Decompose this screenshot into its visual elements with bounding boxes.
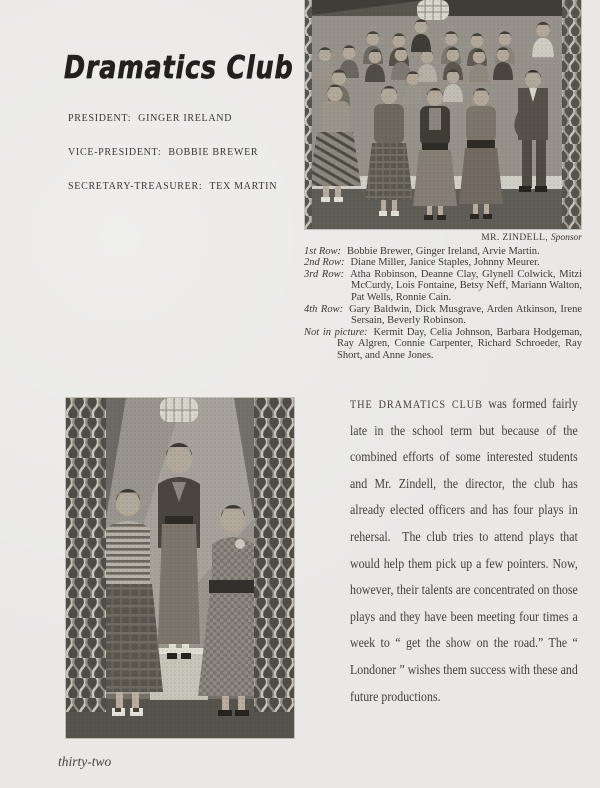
sponsor-name: MR. ZINDELL, — [481, 233, 549, 243]
row-label: Not in picture: — [304, 326, 368, 338]
officer-role: PRESIDENT: — [68, 113, 132, 124]
actresses-photo — [66, 398, 294, 738]
article-lead: THE DRAMATICS CLUB — [350, 397, 483, 411]
caption-row-1 — [304, 246, 582, 258]
officer-role: VICE-PRESIDENT: — [68, 147, 162, 158]
officers-list — [68, 113, 298, 215]
group-photo — [305, 0, 581, 229]
article-body: was formed fairly late in the school term but because of the combined efforts of some interested students and Mr. Zindell, the director, the club has already elected officers and has four plays in rehersal. The club tries to attend plays that would help them pick up a few pointers. Now, however, their talents are concentrated on those plays and they have been meeting four times a week to “ get the show on the road.” The “ Londoner ” wishes them success with these and future productions. — [350, 397, 578, 705]
officer-name: BOBBIE BREWER — [168, 147, 259, 158]
officer-vice-president — [68, 147, 298, 181]
photo-caption — [304, 233, 582, 362]
page-title: Dramatics Club — [64, 50, 294, 86]
row-label: 2nd Row: — [304, 257, 345, 269]
officer-name: TEX MARTIN — [209, 181, 278, 192]
sponsor-line — [304, 233, 582, 245]
caption-row-4 — [304, 304, 582, 327]
caption-row-2 — [304, 257, 582, 269]
row-names: Atha Robinson, Deanne Clay, Glynell Colwick, Mitzi McCurdy, Lois Fontaine, Betsy Neff, Mariann Walton, Pat Wells, Ronnie Cain. — [350, 268, 582, 303]
officer-president — [68, 113, 298, 147]
row-names: Gary Baldwin, Dick Musgrave, Arden Atkinson, Irene Sersain, Beverly Robinson. — [349, 303, 582, 327]
row-label: 1st Row: — [304, 245, 342, 257]
row-names: Kermit Day, Celia Johnson, Barbara Hodgeman, Ray Algren, Connie Carpenter, Richard Schroeder, Ray Short, and Anne Jones. — [337, 326, 583, 361]
row-label: 3rd Row: — [304, 268, 345, 280]
article-text — [350, 391, 578, 711]
officer-role: SECRETARY-TREASURER: — [68, 181, 203, 192]
caption-row-not-in-picture — [304, 327, 582, 362]
actresses-photo-illustration — [66, 398, 294, 738]
officer-secretary-treasurer — [68, 181, 298, 215]
row-names: Diane Miller, Janice Staples, Johnny Meurer. — [350, 257, 540, 269]
row-names: Bobbie Brewer, Ginger Ireland, Arvie Martin. — [347, 245, 540, 257]
caption-row-3 — [304, 269, 582, 304]
officer-name: GINGER IRELAND — [138, 113, 233, 124]
page-number: thirty-two — [58, 754, 112, 769]
sponsor-role: Sponsor — [550, 233, 582, 243]
group-photo-illustration — [305, 0, 581, 229]
row-label: 4th Row: — [304, 303, 344, 315]
